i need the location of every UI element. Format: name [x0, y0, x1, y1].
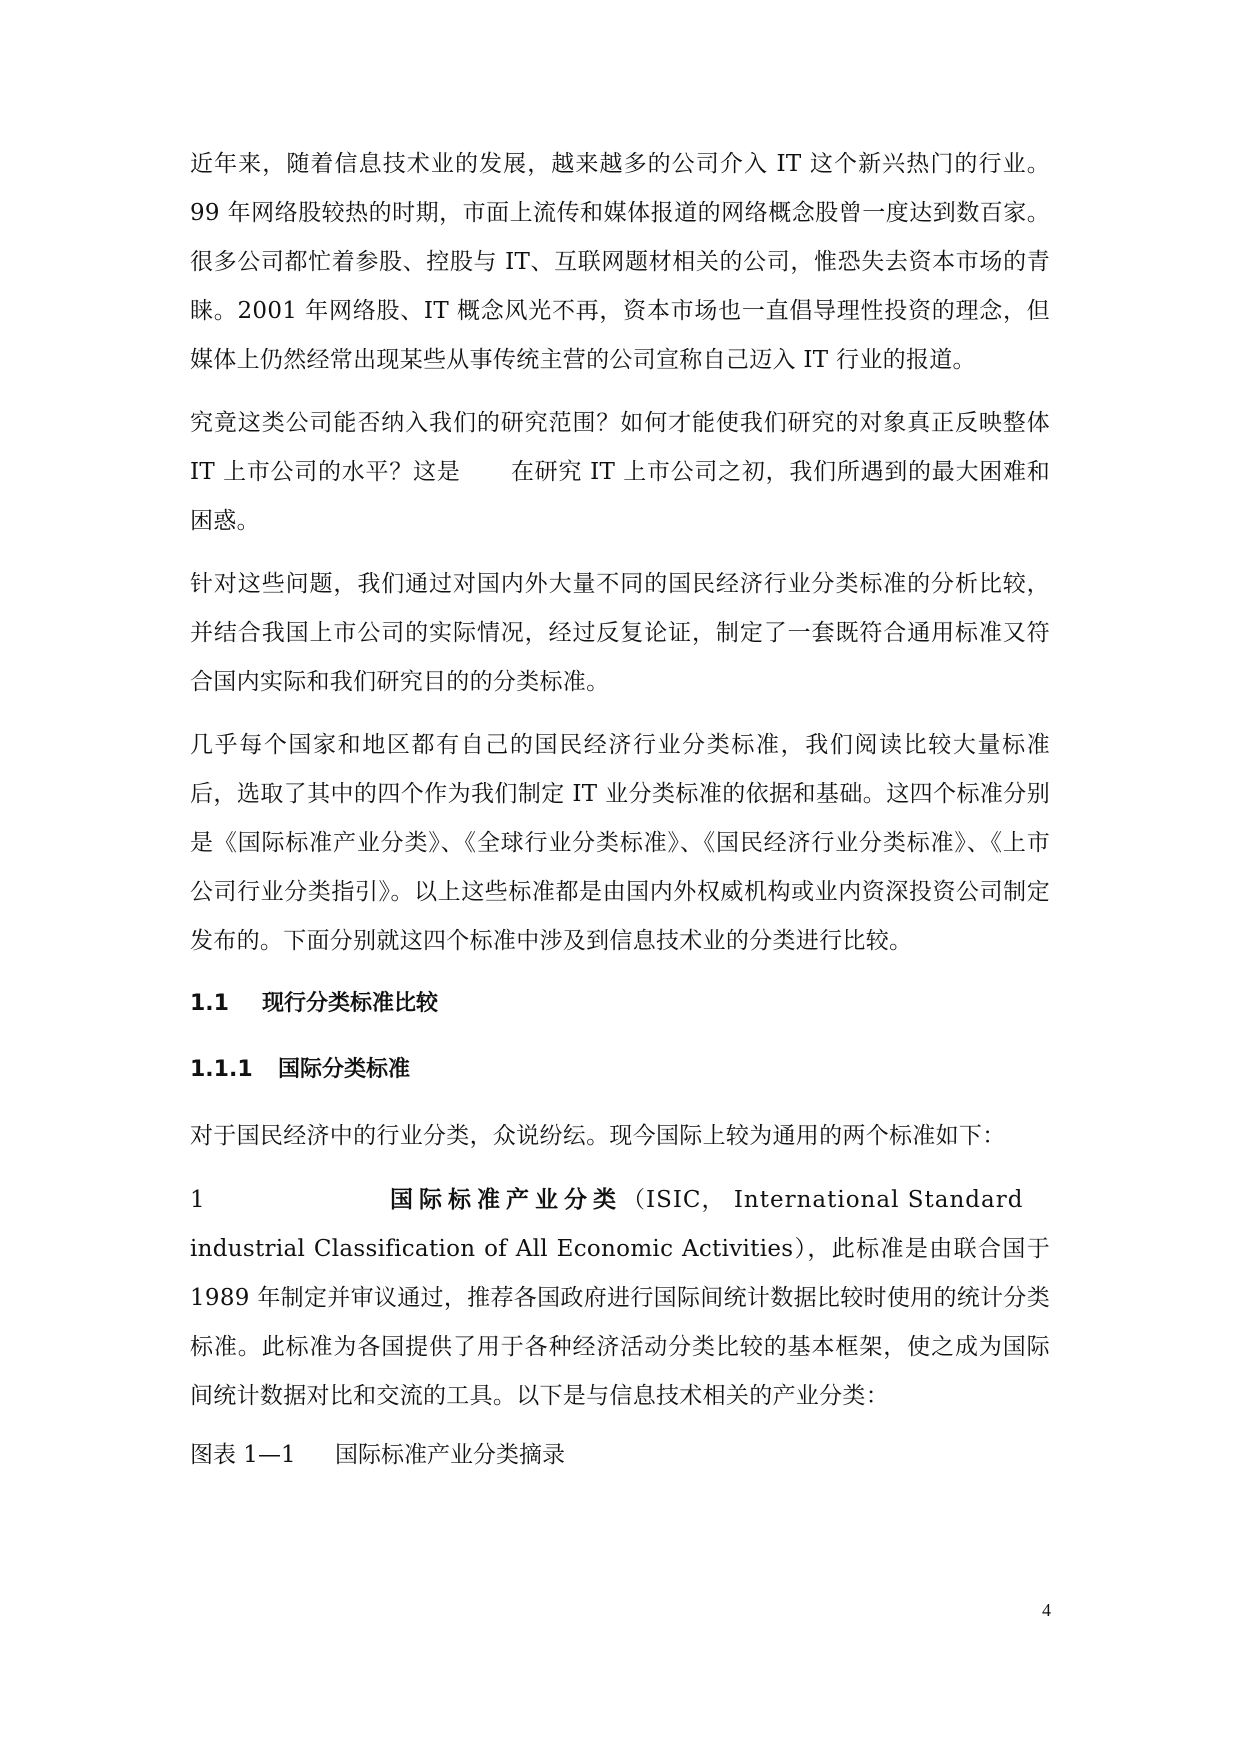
subsection-number: 1.1.1 [190, 1057, 253, 1082]
page-number: 4 [1042, 1600, 1051, 1620]
page-content [190, 140, 1050, 1475]
paragraph-classification-approach: 针对这些问题，我们通过对国内外大量不同的国民经济行业分类标准的分析比较，并结合我国上市公司的实际情况，经过反复论证，制定了一套既符合通用标准又符合国内实际和我们研究目的的分类标准。 [190, 571, 1050, 695]
figure-caption-label: 图表 1—1 [190, 1442, 296, 1468]
list-item-isic [190, 1175, 1050, 1421]
section-heading [190, 984, 1050, 1024]
list-item-isic-first-line [190, 1175, 1050, 1225]
list-item-title-continuation: （ISIC， International Standard [622, 1187, 1024, 1213]
list-item-body: industrial Classification of All Economic Activities），此标准是由联合国于 1989 年制定并审议通过，推荐各国政府进行国际间统计数据比较时使用的统计分类标准。此标准为各国提供了用于各种经济活动分类比较的基本框架，使之成为国际间统计数据对比和交流的工具。以下是与信息技术相关的产业分类： [190, 1236, 1050, 1409]
subsection-title: 国际分类标准 [278, 1057, 411, 1082]
figure-caption [190, 1435, 1050, 1475]
paragraph-research-scope [190, 399, 1050, 546]
paragraph-research-scope-part2: 在研究 IT 上市公司之初，我们所遇到的最大困难和困惑。 [190, 459, 1050, 534]
subsection-heading [190, 1050, 1050, 1090]
list-item-title: 国际标准产业分类 [390, 1186, 622, 1213]
paragraph-standards-intro: 对于国民经济中的行业分类，众说纷纭。现今国际上较为通用的两个标准如下： [190, 1123, 1006, 1149]
paragraph-research-scope-part1: 究竟这类公司能否纳入我们的研究范围？如何才能使我们研究的对象真正反映整体 IT 上市公司的水平？这是 [190, 410, 1050, 485]
paragraph-intro-it-industry: 近年来，随着信息技术业的发展，越来越多的公司介入 IT 这个新兴热门的行业。99 年网络股较热的时期，市面上流传和媒体报道的网络概念股曾一度达到数百家。很多公司都忙着参股、控股与 IT、互联网题材相关的公司，惟恐失去资本市场的青睐。2001 年网络股、IT 概念风光不再，资本市场也一直倡导理性投资的理念，但媒体上仍然经常出现某些从事传统主营的公司宣称自己迈入 IT 行业的报道。 [190, 151, 1050, 373]
section-number: 1.1 [190, 991, 229, 1016]
section-title: 现行分类标准比较 [262, 991, 439, 1016]
figure-caption-title: 国际标准产业分类摘录 [335, 1442, 565, 1468]
paragraph-four-standards: 几乎每个国家和地区都有自己的国民经济行业分类标准，我们阅读比较大量标准后，选取了其中的四个作为我们制定 IT 业分类标准的依据和基础。这四个标准分别是《国际标准产业分类》、《全球行业分类标准》、《国民经济行业分类标准》、《上市公司行业分类指引》。以上这些标准都是由国内外权威机构或业内资深投资公司制定发布的。下面分别就这四个标准中涉及到信息技术业的分类进行比较。 [190, 732, 1050, 954]
list-item-number: 1 [190, 1187, 205, 1213]
